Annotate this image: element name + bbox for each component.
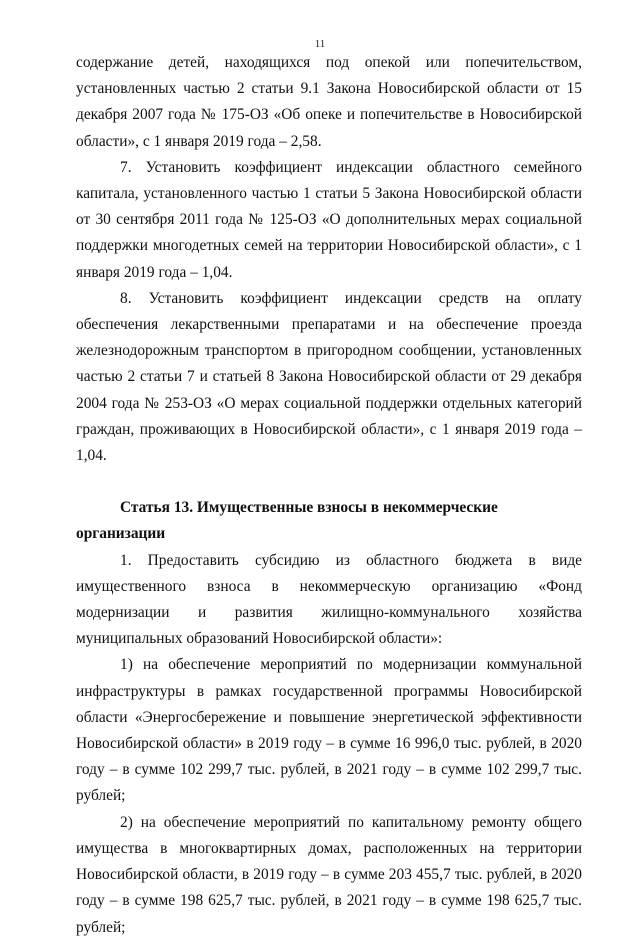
document-body (76, 50, 582, 941)
page-number: 11 (314, 38, 326, 50)
article-13-subitem-2: 2) на обеспечение мероприятий по капитальному ремонту общего имущества в многоквартирных домах, расположенных на территории Новосибирской области, в 2019 году – в сумме 203 455,7 тыс. рублей, в 2020 году – в сумме 198 625,7 тыс. рублей, в 2021 году – в сумме 198 625,7 тыс. рублей; (76, 813, 582, 936)
article-13-heading: Статья 13. Имущественные взносы в некоммерческие организации (76, 499, 498, 543)
article-13-subitem-1: 1) на обеспечение мероприятий по модернизации коммунальной инфраструктуры в рамках государственной программы Новосибирской области «Энергосбережение и повышение энергетической эффективности Новосибирской области» в 2019 году – в сумме 16 996,0 тыс. рублей, в 2020 году – в сумме 102 299,7 тыс. рублей, в 2021 году – в сумме 102 299,7 тыс. рублей; (76, 656, 582, 805)
paragraph-item-7: 7. Установить коэффициент индексации областного семейного капитала, установленного частью 1 статьи 5 Закона Новосибирской области от 30 сентября 2011 года № 125-ОЗ «О дополнительных мерах социальной поддержки многодетных семей на территории Новосибирской области», с 1 января 2019 года – 1,04. (76, 158, 582, 281)
article-13-item-1: 1. Предоставить субсидию из областного бюджета в виде имущественного взноса в некоммерческую организацию «Фонд модернизации и развития жилищно-коммунального хозяйства муниципальных образований Новосибирской области»: (76, 551, 582, 648)
paragraph-item-8: 8. Установить коэффициент индексации средств на оплату обеспечения лекарственными препаратами и на обеспечение проезда железнодорожным транспортом в пригородном сообщении, установленных частью 2 статьи 7 и статьей 8 Закона Новосибирской области от 29 декабря 2004 года № 253-ОЗ «О мерах социальной поддержки отдельных категорий граждан, проживающих в Новосибирской области», с 1 января 2019 года – 1,04. (76, 289, 582, 465)
paragraph-continuation: содержание детей, находящихся под опекой или попечительством, установленных частью 2 статьи 9.1 Закона Новосибирской области от 15 декабря 2007 года № 175-ОЗ «Об опеке и попечительстве в Новосибирской области», с 1 января 2019 года – 2,58. (76, 54, 582, 150)
